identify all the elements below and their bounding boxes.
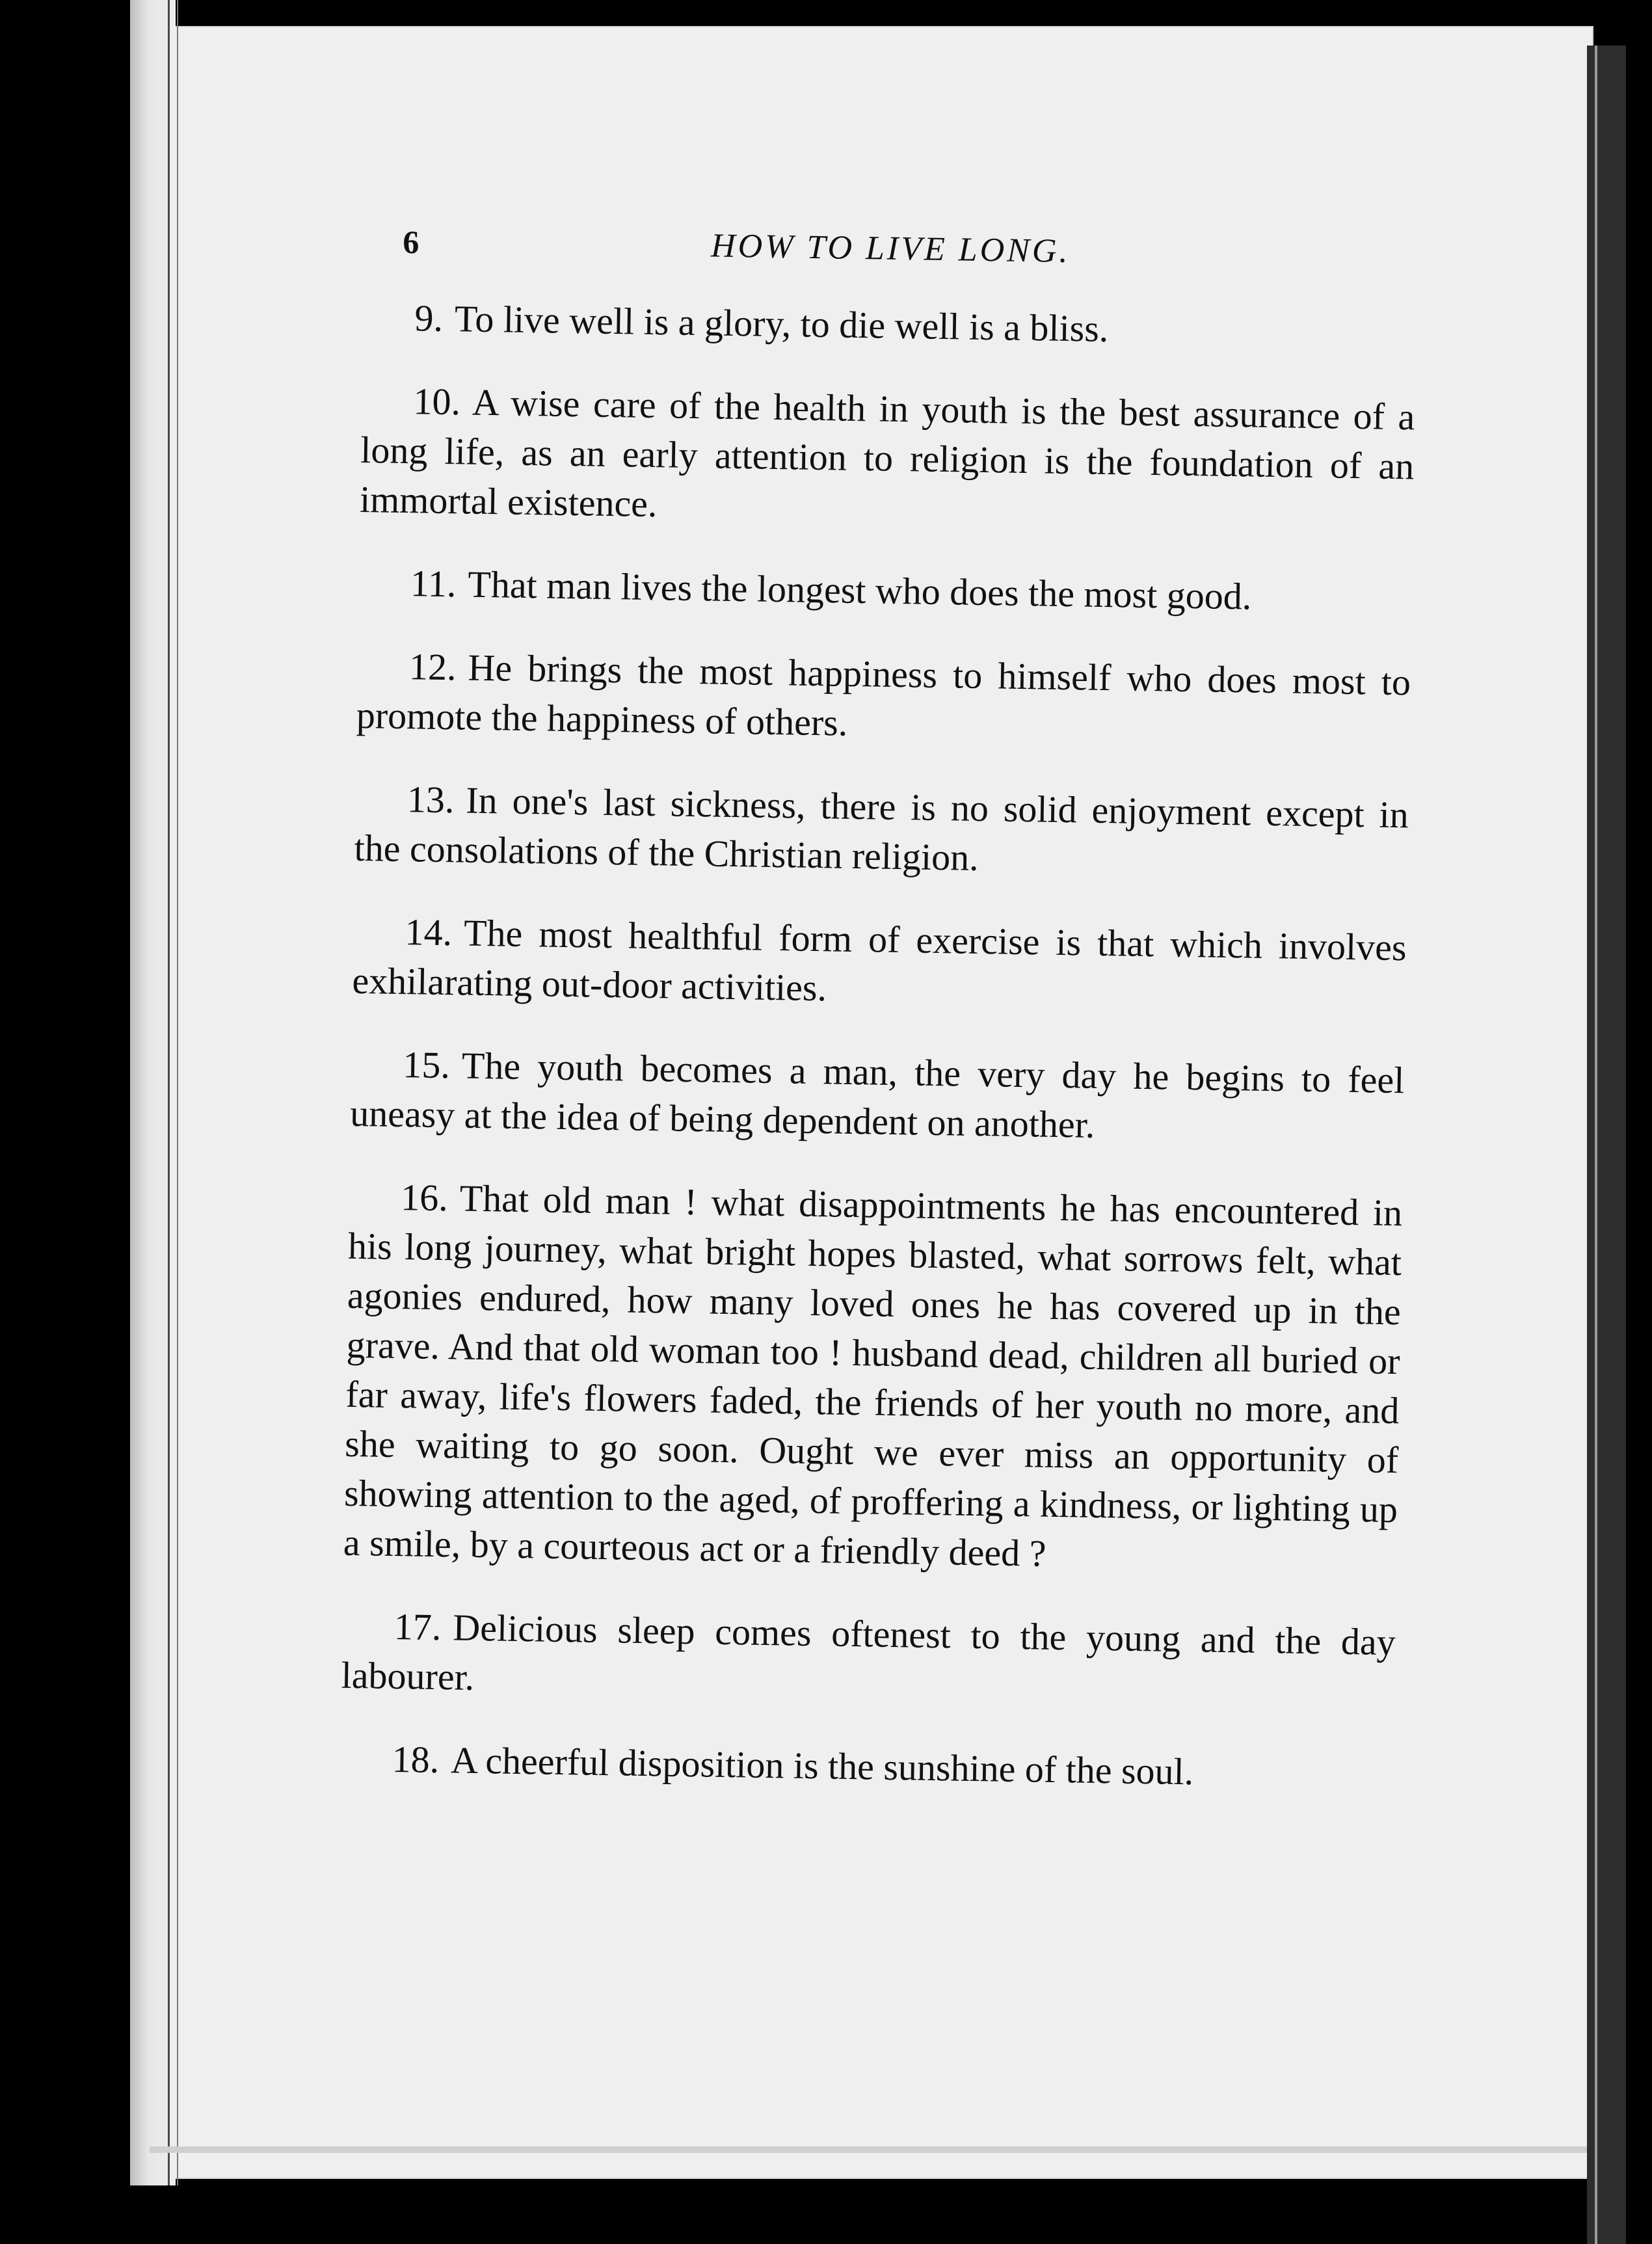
maxim-text: In one's last sickness, there is no solid enjoyment except in the consolations of the Christian religion.	[354, 779, 1409, 879]
page-number: 6	[402, 223, 420, 261]
maxim-number: 9.	[414, 297, 444, 340]
maxim-number: 14.	[405, 911, 453, 954]
page-text-block	[339, 215, 1418, 1834]
maxim-number: 13.	[406, 778, 455, 821]
maxim-number: 16.	[400, 1176, 449, 1220]
maxim-text: That man lives the longest who does the most good.	[467, 563, 1252, 618]
maxim-number: 17.	[393, 1605, 442, 1649]
maxim-text: He brings the most happiness to himself who does most to promote the happiness of others.	[356, 646, 1411, 744]
maxim-number: 10.	[412, 380, 461, 423]
maxim-number: 18.	[392, 1737, 440, 1782]
maxim-16	[343, 1172, 1402, 1584]
maxim-text: That old man ! what disappointments he has encountered in his long journey, what bright hopes blasted, what sorrows felt, what agonies endured, how many loved ones he has covered up in the grave. And that old woman too ! husband dead, children all buried or far away, life's flowers faded, the friends of her youth no more, and she waiting to go soon. Ought we ever miss an opportunity of showing attention to the aged, of proffering a kindness, or lighting up a smile, by a courteous act or a friendly deed ?	[343, 1177, 1403, 1575]
maxim-17	[341, 1601, 1396, 1716]
maxim-11	[358, 558, 1413, 624]
binding-line	[177, 0, 178, 2185]
page-right-edge-shadow	[1587, 46, 1626, 2244]
maxim-text: To live well is a glory, to die well is a bliss.	[454, 297, 1109, 350]
maxim-text: Delicious sleep comes oftenest to the young and the day labourer.	[341, 1606, 1396, 1698]
running-head	[363, 215, 1418, 309]
binding-line	[168, 0, 170, 2185]
maxim-text: The youth becomes a man, the very day he begins to feel uneasy at the idea of being dependent on another.	[349, 1044, 1405, 1146]
maxim-number: 12.	[408, 645, 457, 689]
maxim-13	[354, 774, 1409, 889]
maxim-text: A wise care of the health in youth is the best assurance of a long life, as an early attention to religion is the foundation of an immortal existence.	[359, 381, 1415, 526]
maxim-15	[350, 1039, 1405, 1155]
maxim-text: A cheerful disposition is the sunshine of the soul.	[450, 1739, 1194, 1793]
maxim-text: The most healthful form of exercise is that which involves exhilarating out-door activities.	[351, 911, 1407, 1009]
page-right-edge-line	[1595, 46, 1597, 2244]
maxim-number: 11.	[410, 562, 457, 606]
maxim-number: 15.	[402, 1043, 451, 1087]
running-title: HOW TO LIVE LONG.	[710, 227, 1071, 271]
maxim-10	[360, 376, 1415, 541]
page-bottom-edge	[150, 2146, 1587, 2153]
maxim-14	[352, 907, 1407, 1022]
maxim-18	[340, 1734, 1394, 1800]
maxim-12	[356, 641, 1411, 756]
